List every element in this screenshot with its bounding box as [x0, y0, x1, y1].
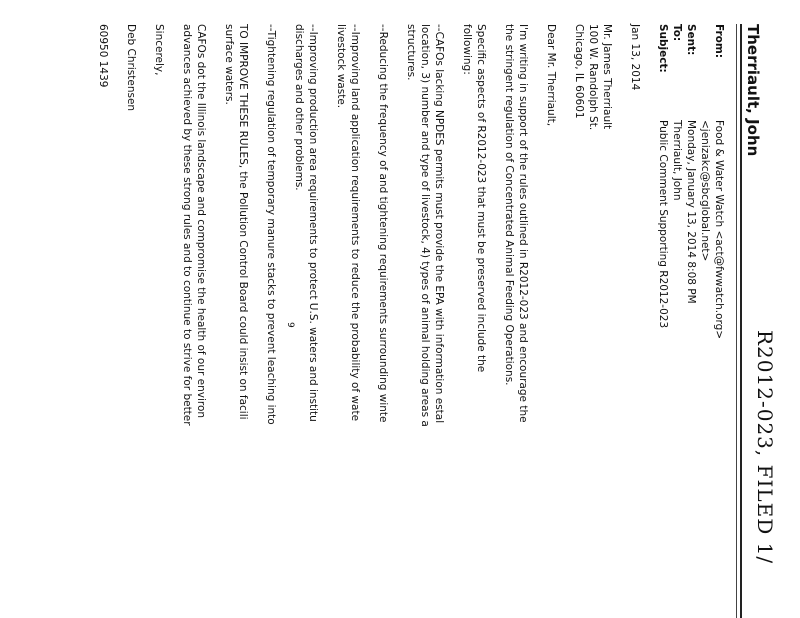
paragraph-line: --Improving land application requirements to reduce the probability of wate — [349, 24, 361, 422]
header-row-subject — [656, 24, 670, 618]
paragraph-line: livestock waste. — [335, 24, 347, 109]
header-label: To: — [671, 24, 683, 42]
heading-rule-thin — [736, 24, 737, 618]
paragraph-line: --CAFOs lacking NPDES permits must provide the EPA with information estal — [433, 24, 445, 424]
paragraph-line: location, 3) number and type of livestock, 4) types of animal holding areas a — [419, 24, 431, 427]
recipient-name-heading: Therriault, John — [744, 24, 762, 157]
paragraph-line: following: — [461, 24, 473, 75]
header-label: Sent: — [685, 24, 697, 56]
paragraph-line: --Reducing the frequency of and tightening requirements surrounding winte — [377, 24, 389, 423]
paragraph-line: I'm writing in support of the rules outlined in R2012-023 and encourage the — [517, 24, 529, 423]
paragraph-line: Specific aspects of R2012-023 that must be preserved include the — [475, 24, 487, 373]
closing: Sincerely, — [153, 24, 165, 76]
paragraph-line: surface waters. — [223, 24, 235, 105]
heading-rule — [740, 24, 742, 618]
email-header — [656, 24, 726, 618]
paragraph-line: --Improving production area requirements to protect U.S. waters and institu — [307, 24, 319, 422]
signer-zip: 60950 1439 — [97, 24, 109, 88]
letter-body — [96, 24, 642, 618]
address-line: Chicago, IL 60601 — [573, 24, 585, 119]
header-value: Food & Water Watch <act@fwwatch.org> — [713, 120, 725, 340]
header-row-from-cont — [698, 24, 712, 618]
paragraph-line: advances achieved by these strong rules and to continue to strive for better — [181, 24, 193, 426]
paragraph-line: discharges and other problems. — [293, 24, 305, 191]
page-number: 9 — [285, 322, 295, 328]
letter-date: Jan 13, 2014 — [629, 24, 641, 91]
header-row-from — [712, 24, 726, 618]
header-value: Monday, January 13, 2014 8:08 PM — [685, 120, 697, 304]
signer-name: Deb Christensen — [125, 24, 137, 112]
salutation: Dear Mr. Therriault, — [545, 24, 557, 127]
paragraph-line: --Tightening regulation of temporary manure stacks to prevent leaching into — [265, 24, 277, 425]
header-label: Subject: — [657, 24, 669, 73]
header-value: Therriault, John — [671, 120, 683, 201]
paragraph-line: CAFOs dot the Illinois landscape and compromise the health of our environ — [195, 24, 207, 419]
paragraph-line: the stringent regulation of Concentrated Animal Feeding Operations. — [503, 24, 515, 386]
header-label: From: — [713, 24, 725, 59]
paragraph-line: TO IMPROVE THESE RULES, the Pollution Control Board could insist on facili — [237, 24, 249, 420]
header-row-to — [670, 24, 684, 618]
header-row-sent — [684, 24, 698, 618]
header-label — [698, 24, 712, 120]
header-value: Public Comment Supporting R2012-023 — [657, 120, 669, 329]
address-line: 100 W. Randolph St. — [587, 24, 599, 131]
address-line: Mr. James Therriault — [601, 24, 613, 130]
paragraph-line: structures. — [405, 24, 417, 81]
header-value: <jenizakc@sbcglobal.net> — [699, 120, 711, 262]
filing-stamp: R2012-023, FILED 1/ — [753, 330, 777, 565]
